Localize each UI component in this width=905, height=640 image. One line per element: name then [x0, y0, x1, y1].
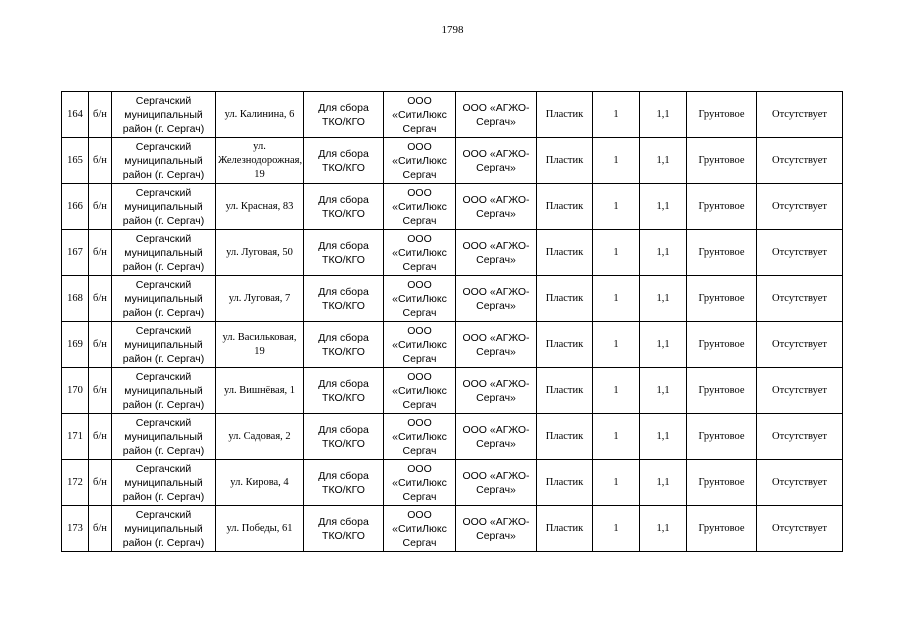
registry-number-cell: б/н [89, 230, 112, 276]
fence-cell: Отсутствует [757, 92, 843, 138]
table-row [62, 414, 843, 460]
container-count-cell: 1 [593, 92, 640, 138]
fence-cell: Отсутствует [757, 368, 843, 414]
container-count-cell: 1 [593, 506, 640, 552]
registry-number-cell: б/н [89, 276, 112, 322]
container-material-cell: Пластик [537, 368, 593, 414]
registry-number-cell: б/н [89, 184, 112, 230]
purpose-cell: Для сбора ТКО/КГО [304, 184, 384, 230]
container-material-cell: Пластик [537, 230, 593, 276]
purpose-cell: Для сбора ТКО/КГО [304, 460, 384, 506]
registry-number-cell: б/н [89, 138, 112, 184]
registry-number-cell: б/н [89, 506, 112, 552]
container-count-cell: 1 [593, 322, 640, 368]
container-volume-cell: 1,1 [640, 414, 687, 460]
container-count-cell: 1 [593, 460, 640, 506]
surface-type-cell: Грунтовое [687, 138, 757, 184]
row-number-cell: 173 [62, 506, 89, 552]
operator-cell: ООО «АГЖО-Сергач» [456, 460, 537, 506]
address-cell: ул. Победы, 61 [216, 506, 304, 552]
container-count-cell: 1 [593, 414, 640, 460]
waste-site-registry-table [61, 91, 843, 552]
container-volume-cell: 1,1 [640, 184, 687, 230]
owner-cell: ООО «СитиЛюкс Сергач [384, 322, 456, 368]
table-row [62, 276, 843, 322]
operator-cell: ООО «АГЖО-Сергач» [456, 230, 537, 276]
operator-cell: ООО «АГЖО-Сергач» [456, 414, 537, 460]
container-volume-cell: 1,1 [640, 322, 687, 368]
table-row [62, 230, 843, 276]
owner-cell: ООО «СитиЛюкс Сергач [384, 276, 456, 322]
purpose-cell: Для сбора ТКО/КГО [304, 322, 384, 368]
district-cell: Сергачский муниципальный район (г. Сергач) [112, 276, 216, 322]
surface-type-cell: Грунтовое [687, 230, 757, 276]
row-number-cell: 164 [62, 92, 89, 138]
container-count-cell: 1 [593, 138, 640, 184]
operator-cell: ООО «АГЖО-Сергач» [456, 276, 537, 322]
container-material-cell: Пластик [537, 184, 593, 230]
district-cell: Сергачский муниципальный район (г. Сергач) [112, 368, 216, 414]
fence-cell: Отсутствует [757, 414, 843, 460]
operator-cell: ООО «АГЖО-Сергач» [456, 506, 537, 552]
container-volume-cell: 1,1 [640, 460, 687, 506]
container-material-cell: Пластик [537, 276, 593, 322]
owner-cell: ООО «СитиЛюкс Сергач [384, 414, 456, 460]
table-body [62, 92, 843, 552]
container-material-cell: Пластик [537, 92, 593, 138]
district-cell: Сергачский муниципальный район (г. Сергач) [112, 460, 216, 506]
surface-type-cell: Грунтовое [687, 414, 757, 460]
table-row [62, 92, 843, 138]
address-cell: ул. Луговая, 7 [216, 276, 304, 322]
surface-type-cell: Грунтовое [687, 322, 757, 368]
owner-cell: ООО «СитиЛюкс Сергач [384, 184, 456, 230]
container-volume-cell: 1,1 [640, 138, 687, 184]
address-cell: ул. Вишнёвая, 1 [216, 368, 304, 414]
district-cell: Сергачский муниципальный район (г. Сергач) [112, 184, 216, 230]
fence-cell: Отсутствует [757, 322, 843, 368]
address-cell: ул. Красная, 83 [216, 184, 304, 230]
fence-cell: Отсутствует [757, 184, 843, 230]
district-cell: Сергачский муниципальный район (г. Сергач) [112, 138, 216, 184]
row-number-cell: 171 [62, 414, 89, 460]
address-cell: ул. Калинина, 6 [216, 92, 304, 138]
operator-cell: ООО «АГЖО-Сергач» [456, 138, 537, 184]
operator-cell: ООО «АГЖО-Сергач» [456, 92, 537, 138]
registry-number-cell: б/н [89, 414, 112, 460]
purpose-cell: Для сбора ТКО/КГО [304, 506, 384, 552]
table-row [62, 368, 843, 414]
container-count-cell: 1 [593, 184, 640, 230]
table-row [62, 460, 843, 506]
container-material-cell: Пластик [537, 138, 593, 184]
address-cell: ул. Садовая, 2 [216, 414, 304, 460]
row-number-cell: 167 [62, 230, 89, 276]
owner-cell: ООО «СитиЛюкс Сергач [384, 138, 456, 184]
district-cell: Сергачский муниципальный район (г. Сергач) [112, 414, 216, 460]
address-cell: ул. Васильковая, 19 [216, 322, 304, 368]
container-material-cell: Пластик [537, 414, 593, 460]
fence-cell: Отсутствует [757, 138, 843, 184]
container-material-cell: Пластик [537, 322, 593, 368]
table-row [62, 322, 843, 368]
operator-cell: ООО «АГЖО-Сергач» [456, 184, 537, 230]
registry-number-cell: б/н [89, 460, 112, 506]
registry-number-cell: б/н [89, 322, 112, 368]
container-volume-cell: 1,1 [640, 276, 687, 322]
registry-number-cell: б/н [89, 368, 112, 414]
row-number-cell: 172 [62, 460, 89, 506]
container-material-cell: Пластик [537, 460, 593, 506]
container-volume-cell: 1,1 [640, 506, 687, 552]
purpose-cell: Для сбора ТКО/КГО [304, 276, 384, 322]
row-number-cell: 165 [62, 138, 89, 184]
surface-type-cell: Грунтовое [687, 92, 757, 138]
purpose-cell: Для сбора ТКО/КГО [304, 92, 384, 138]
owner-cell: ООО «СитиЛюкс Сергач [384, 92, 456, 138]
row-number-cell: 166 [62, 184, 89, 230]
district-cell: Сергачский муниципальный район (г. Сергач) [112, 230, 216, 276]
district-cell: Сергачский муниципальный район (г. Сергач) [112, 92, 216, 138]
owner-cell: ООО «СитиЛюкс Сергач [384, 230, 456, 276]
purpose-cell: Для сбора ТКО/КГО [304, 414, 384, 460]
container-volume-cell: 1,1 [640, 230, 687, 276]
container-volume-cell: 1,1 [640, 92, 687, 138]
fence-cell: Отсутствует [757, 460, 843, 506]
owner-cell: ООО «СитиЛюкс Сергач [384, 506, 456, 552]
surface-type-cell: Грунтовое [687, 368, 757, 414]
address-cell: ул. Железнодорожная, 19 [216, 138, 304, 184]
purpose-cell: Для сбора ТКО/КГО [304, 230, 384, 276]
table-row [62, 184, 843, 230]
page-number: 1798 [441, 24, 464, 36]
row-number-cell: 170 [62, 368, 89, 414]
operator-cell: ООО «АГЖО-Сергач» [456, 322, 537, 368]
container-count-cell: 1 [593, 230, 640, 276]
row-number-cell: 168 [62, 276, 89, 322]
district-cell: Сергачский муниципальный район (г. Сергач) [112, 506, 216, 552]
owner-cell: ООО «СитиЛюкс Сергач [384, 368, 456, 414]
fence-cell: Отсутствует [757, 506, 843, 552]
container-count-cell: 1 [593, 276, 640, 322]
operator-cell: ООО «АГЖО-Сергач» [456, 368, 537, 414]
registry-number-cell: б/н [89, 92, 112, 138]
address-cell: ул. Кирова, 4 [216, 460, 304, 506]
fence-cell: Отсутствует [757, 230, 843, 276]
surface-type-cell: Грунтовое [687, 506, 757, 552]
table-row [62, 138, 843, 184]
district-cell: Сергачский муниципальный район (г. Сергач) [112, 322, 216, 368]
container-count-cell: 1 [593, 368, 640, 414]
surface-type-cell: Грунтовое [687, 184, 757, 230]
owner-cell: ООО «СитиЛюкс Сергач [384, 460, 456, 506]
surface-type-cell: Грунтовое [687, 460, 757, 506]
address-cell: ул. Луговая, 50 [216, 230, 304, 276]
surface-type-cell: Грунтовое [687, 276, 757, 322]
fence-cell: Отсутствует [757, 276, 843, 322]
purpose-cell: Для сбора ТКО/КГО [304, 138, 384, 184]
table-row [62, 506, 843, 552]
row-number-cell: 169 [62, 322, 89, 368]
container-material-cell: Пластик [537, 506, 593, 552]
container-volume-cell: 1,1 [640, 368, 687, 414]
purpose-cell: Для сбора ТКО/КГО [304, 368, 384, 414]
